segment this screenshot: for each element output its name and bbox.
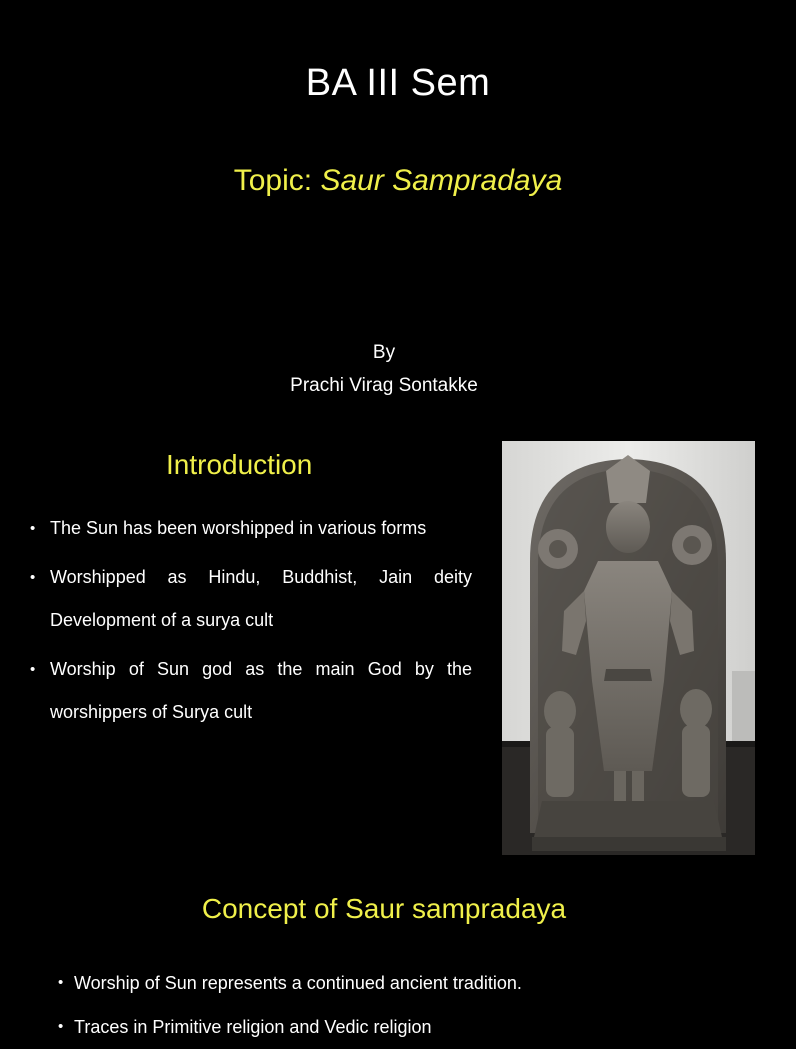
introduction-slide: [0, 425, 768, 865]
introduction-heading: Introduction: [166, 449, 313, 480]
slide-title: BA III Sem: [305, 62, 491, 104]
bullet-item: • Traces in Primitive religion and Vedic religion: [58, 1005, 748, 1049]
bullet-item: • Worshipped as Hindu, Buddhist, Jain deity Development of a surya cult: [30, 556, 472, 642]
concept-heading: Concept of Saur sampradaya: [201, 893, 567, 924]
surya-sculpture-image: [502, 441, 755, 855]
concept-bullet-list: [58, 961, 748, 1049]
bullet-item: • Worship of Sun represents a continued ancient tradition.: [58, 961, 748, 1005]
topic-label: Topic:: [233, 164, 321, 197]
topic-line: [0, 164, 796, 198]
bullet-item: • Worship of Sun god as the main God by the worshippers of Surya cult: [30, 648, 472, 734]
title-slide: [0, 0, 768, 425]
bullet-item: • The Sun has been worshipped in various forms: [30, 507, 472, 550]
surya-sculpture-illustration: [502, 441, 755, 855]
concept-slide: [0, 865, 768, 1037]
by-label: By: [372, 342, 396, 363]
introduction-bullet-list: [30, 507, 472, 740]
author-name: Prachi Virag Sontakke: [290, 375, 478, 396]
topic-name: Saur Sampradaya: [320, 164, 563, 197]
